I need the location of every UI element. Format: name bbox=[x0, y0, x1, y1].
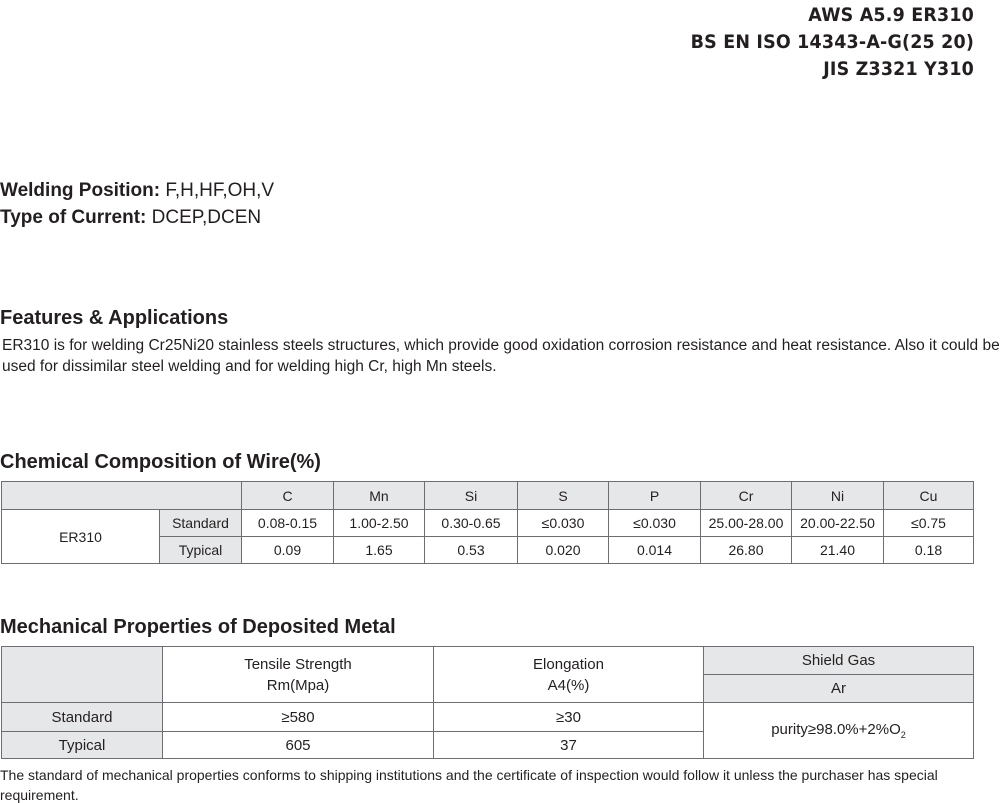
standard-value: ≤0.75 bbox=[884, 510, 974, 537]
row-label-standard: Standard bbox=[160, 510, 242, 537]
welding-position-label: Welding Position: bbox=[0, 180, 161, 201]
standard-tensile: ≥580 bbox=[163, 703, 434, 732]
standard-value: ≤0.030 bbox=[609, 510, 701, 537]
standard-value: 0.30-0.65 bbox=[425, 510, 518, 537]
chemical-header-corner bbox=[2, 482, 242, 510]
purity-cell bbox=[704, 703, 974, 759]
typical-value: 1.65 bbox=[334, 537, 425, 564]
tensile-header bbox=[163, 647, 434, 703]
element-header: Ni bbox=[792, 482, 884, 510]
standard-value: 20.00-22.50 bbox=[792, 510, 884, 537]
typical-value: 0.020 bbox=[518, 537, 609, 564]
row-label-typical: Typical bbox=[160, 537, 242, 564]
mech-row-label-typical: Typical bbox=[2, 732, 163, 759]
standard-value: ≤0.030 bbox=[518, 510, 609, 537]
elongation-label: Elongation bbox=[533, 655, 604, 673]
mechanical-table bbox=[1, 646, 974, 759]
standard-value: 0.08-0.15 bbox=[242, 510, 334, 537]
standard-jis: JIS Z3321 Y310 bbox=[823, 58, 974, 80]
element-header: Si bbox=[425, 482, 518, 510]
standard-elongation: ≥30 bbox=[434, 703, 704, 732]
element-header: Cu bbox=[884, 482, 974, 510]
welding-position-line bbox=[0, 177, 274, 204]
mechanical-title: Mechanical Properties of Deposited Metal bbox=[0, 616, 396, 638]
purity-text: purity≥98.0%+2%O bbox=[771, 721, 901, 738]
footnote: The standard of mechanical properties conforms to shipping institutions and the certificate of inspection would follow it unless the purchaser has special requirement. bbox=[0, 767, 938, 803]
welding-properties bbox=[0, 177, 274, 231]
standard-aws: AWS A5.9 ER310 bbox=[808, 4, 974, 26]
typical-elongation: 37 bbox=[434, 732, 704, 759]
elongation-unit: A4(%) bbox=[547, 676, 590, 694]
tensile-label: Tensile Strength bbox=[244, 655, 352, 673]
welding-position-value: F,H,HF,OH,V bbox=[165, 180, 275, 201]
typical-value: 21.40 bbox=[792, 537, 884, 564]
standards-block bbox=[691, 2, 974, 83]
element-header: Mn bbox=[334, 482, 425, 510]
element-header: Cr bbox=[701, 482, 792, 510]
current-type-label: Type of Current: bbox=[0, 207, 147, 228]
current-type-line bbox=[0, 204, 274, 231]
chemical-table bbox=[1, 481, 974, 564]
elongation-header bbox=[434, 647, 704, 703]
features-title: Features & Applications bbox=[0, 307, 229, 329]
features-text: ER310 is for welding Cr25Ni20 stainless steels structures, which provide good oxidation corrosion resistance and heat resistance. Also it could be used for dissimilar steel welding and for welding high Cr, high Mn steels. bbox=[2, 337, 1000, 375]
typical-tensile: 605 bbox=[163, 732, 434, 759]
standard-value: 1.00-2.50 bbox=[334, 510, 425, 537]
typical-value: 26.80 bbox=[701, 537, 792, 564]
typical-value: 0.53 bbox=[425, 537, 518, 564]
current-type-value: DCEP,DCEN bbox=[151, 207, 262, 228]
mech-row-label-standard: Standard bbox=[2, 703, 163, 732]
element-header: S bbox=[518, 482, 609, 510]
typical-value: 0.014 bbox=[609, 537, 701, 564]
product-name-cell: ER310 bbox=[2, 510, 160, 564]
standard-iso: BS EN ISO 14343-A-G(25 20) bbox=[690, 31, 974, 53]
mechanical-header-corner bbox=[2, 647, 163, 703]
shield-gas-header: Shield Gas bbox=[704, 647, 974, 675]
typical-value: 0.09 bbox=[242, 537, 334, 564]
chemical-title: Chemical Composition of Wire(%) bbox=[0, 451, 321, 473]
tensile-unit: Rm(Mpa) bbox=[266, 676, 330, 694]
element-header: P bbox=[609, 482, 701, 510]
standard-value: 25.00-28.00 bbox=[701, 510, 792, 537]
element-header: C bbox=[242, 482, 334, 510]
shield-gas-value: Ar bbox=[704, 675, 974, 703]
purity-subscript: 2 bbox=[900, 730, 906, 740]
typical-value: 0.18 bbox=[884, 537, 974, 564]
